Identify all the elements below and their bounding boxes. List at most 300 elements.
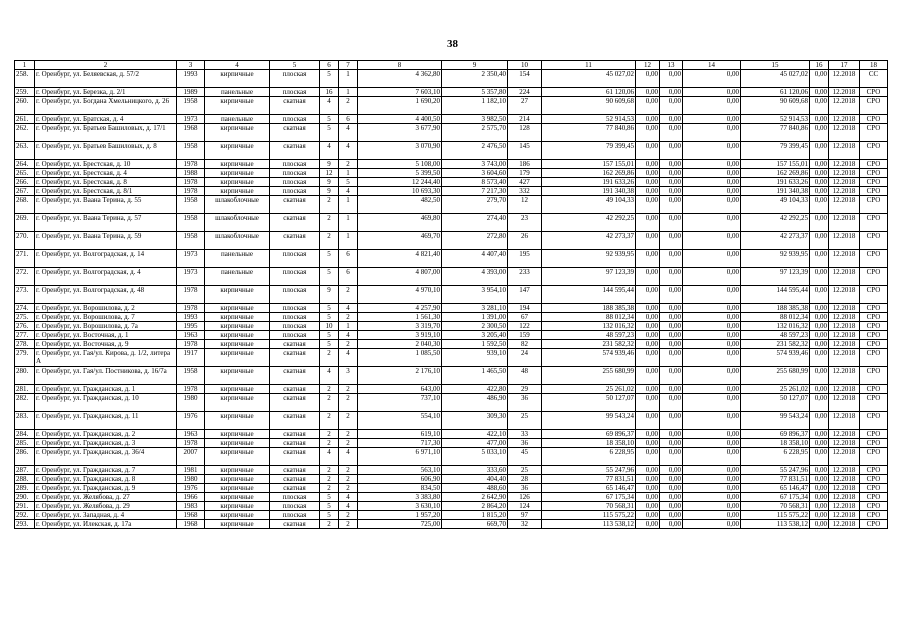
table-cell: 261. [15, 115, 35, 124]
table-cell: панельные [205, 268, 270, 286]
table-cell: плоская [270, 331, 320, 340]
table-cell: 9 [320, 160, 339, 169]
table-cell: 0,00 [660, 340, 683, 349]
table-cell: 2 [339, 475, 358, 484]
table-cell: г. Оренбург, ул. Желябова, д. 27 [35, 493, 177, 502]
table-cell: 88 012,34 [542, 313, 636, 322]
table-cell: 145 [508, 142, 542, 160]
table-cell: 0,00 [810, 304, 829, 313]
table-cell: 290. [15, 493, 35, 502]
table-cell: 669,70 [442, 520, 508, 529]
table-cell: кирпичные [205, 187, 270, 196]
table-cell: 289. [15, 484, 35, 493]
table-cell: СРО [860, 520, 888, 529]
table-cell: г. Оренбург, ул. Брестская, д. 8/1 [35, 187, 177, 196]
table-cell: 267. [15, 187, 35, 196]
table-cell: 0,00 [660, 214, 683, 232]
table-cell: СРО [860, 511, 888, 520]
table-cell: 0,00 [660, 412, 683, 430]
table-cell: скатная [270, 430, 320, 439]
table-cell: 488,60 [442, 484, 508, 493]
table-row [15, 511, 888, 520]
table-cell: кирпичные [205, 331, 270, 340]
table-row [15, 493, 888, 502]
table-row [15, 322, 888, 331]
table-cell: СРО [860, 412, 888, 430]
table-cell: кирпичные [205, 313, 270, 322]
table-cell: 2 [339, 484, 358, 493]
table-cell: кирпичные [205, 520, 270, 529]
table-cell: плоская [270, 160, 320, 169]
table-cell: СРО [860, 169, 888, 178]
table-cell: 3 604,60 [442, 169, 508, 178]
table-row [15, 187, 888, 196]
table-cell: 2 [320, 520, 339, 529]
table-cell: 52 914,53 [741, 115, 810, 124]
table-cell: 0,00 [660, 286, 683, 304]
table-cell: 77 840,86 [741, 124, 810, 142]
table-cell: 0,00 [683, 160, 741, 169]
table-cell: СРО [860, 349, 888, 367]
table-cell: скатная [270, 97, 320, 115]
table-cell: 482,50 [358, 196, 442, 214]
table-cell: 265. [15, 169, 35, 178]
table-cell: 0,00 [683, 331, 741, 340]
table-cell: 92 939,95 [542, 250, 636, 268]
table-cell: СРО [860, 250, 888, 268]
table-cell: 67 [508, 313, 542, 322]
table-cell: 77 831,51 [741, 475, 810, 484]
table-cell: 1958 [177, 232, 205, 250]
table-cell: 0,00 [660, 304, 683, 313]
table-cell: 5 [320, 268, 339, 286]
table-cell: 1 391,00 [442, 313, 508, 322]
table-cell: кирпичные [205, 367, 270, 385]
table-cell: 0,00 [660, 97, 683, 115]
table-cell: 5 108,00 [358, 160, 442, 169]
table-cell: г. Оренбург, ул. Брестская, д. 8 [35, 178, 177, 187]
table-cell: 157 155,01 [741, 160, 810, 169]
table-row [15, 169, 888, 178]
table-cell: 0,00 [810, 520, 829, 529]
table-row [15, 313, 888, 322]
table-cell: 0,00 [636, 232, 660, 250]
table-cell: 0,00 [810, 412, 829, 430]
table-cell: 0,00 [810, 214, 829, 232]
table-cell: 1 465,50 [442, 367, 508, 385]
table-cell: 0,00 [660, 70, 683, 88]
table-cell: 309,30 [442, 412, 508, 430]
table-cell: 291. [15, 502, 35, 511]
column-header: 16 [810, 61, 829, 70]
table-cell: 12.2018 [829, 367, 860, 385]
table-cell: 0,00 [810, 178, 829, 187]
table-cell: 0,00 [683, 196, 741, 214]
table-cell: 18 358,10 [542, 439, 636, 448]
table-cell: 162 269,86 [741, 169, 810, 178]
table-cell: г. Оренбург, ул. Беляевская, д. 57/2 [35, 70, 177, 88]
table-cell: 2 [339, 97, 358, 115]
table-cell: 159 [508, 331, 542, 340]
table-cell: 0,00 [683, 286, 741, 304]
table-cell: 288. [15, 475, 35, 484]
table-cell: 224 [508, 88, 542, 97]
table-cell: г. Оренбург, ул. Брестская, д. 10 [35, 160, 177, 169]
table-cell: 274. [15, 304, 35, 313]
table-cell: 0,00 [810, 70, 829, 88]
table-cell: 0,00 [660, 232, 683, 250]
table-cell: 2 476,50 [442, 142, 508, 160]
table-row [15, 502, 888, 511]
table-cell: 2 [339, 313, 358, 322]
table-cell: 16 [320, 88, 339, 97]
table-cell: 0,00 [683, 115, 741, 124]
table-cell: 132 016,32 [741, 322, 810, 331]
table-cell: 0,00 [683, 493, 741, 502]
table-cell: 284. [15, 430, 35, 439]
table-cell: г. Оренбург, ул. Гражданская, д. 2 [35, 430, 177, 439]
table-cell: 0,00 [636, 160, 660, 169]
table-cell: кирпичные [205, 178, 270, 187]
table-cell: кирпичные [205, 340, 270, 349]
table-cell: 42 273,37 [741, 232, 810, 250]
table-cell: 274,40 [442, 214, 508, 232]
table-cell: 0,00 [810, 187, 829, 196]
table-cell: 12.2018 [829, 124, 860, 142]
table-cell: 0,00 [636, 511, 660, 520]
table-cell: 2 [339, 430, 358, 439]
table-cell: 0,00 [683, 385, 741, 394]
table-cell: 259. [15, 88, 35, 97]
table-cell: 255 680,99 [741, 367, 810, 385]
table-cell: скатная [270, 214, 320, 232]
table-cell: 48 597,23 [542, 331, 636, 340]
table-cell: г. Оренбург, ул. Восточная, д. 9 [35, 340, 177, 349]
table-cell: 3 982,50 [442, 115, 508, 124]
table-cell: 9 [320, 187, 339, 196]
table-cell: 65 146,47 [741, 484, 810, 493]
table-cell: 1968 [177, 511, 205, 520]
table-cell: г. Оренбург, ул. Гая/ул. Кирова, д. 1/2, литера А [35, 349, 177, 367]
table-cell: 2 [320, 394, 339, 412]
table-row [15, 475, 888, 484]
table-cell: 0,00 [660, 250, 683, 268]
table-cell: 0,00 [683, 412, 741, 430]
table-cell: 2 [339, 385, 358, 394]
column-header: 14 [683, 61, 741, 70]
table-cell: 2 [320, 439, 339, 448]
table-row [15, 448, 888, 466]
table-cell: 1 [339, 70, 358, 88]
table-cell: 404,40 [442, 475, 508, 484]
table-cell: 115 575,22 [542, 511, 636, 520]
table-cell: 1963 [177, 430, 205, 439]
table-cell: 12.2018 [829, 160, 860, 169]
table-cell: г. Оренбург, ул. Ворошилова, д. 7 [35, 313, 177, 322]
table-cell: 2 [339, 394, 358, 412]
table-cell: 144 595,44 [741, 286, 810, 304]
table-row [15, 304, 888, 313]
table-cell: г. Оренбург, ул. Гражданская, д. 9 [35, 484, 177, 493]
table-cell: 2 575,70 [442, 124, 508, 142]
table-cell: 12.2018 [829, 187, 860, 196]
table-cell: г. Оренбург, ул. Западная, д. 4 [35, 511, 177, 520]
table-cell: 0,00 [810, 448, 829, 466]
table-cell: 0,00 [636, 196, 660, 214]
table-cell: 280. [15, 367, 35, 385]
table-cell: 0,00 [683, 349, 741, 367]
table-cell: г. Оренбург, ул. Березка, д. 2/1 [35, 88, 177, 97]
table-cell: 18 358,10 [741, 439, 810, 448]
table-cell: скатная [270, 439, 320, 448]
table-cell: 0,00 [636, 268, 660, 286]
table-cell: 194 [508, 304, 542, 313]
table-cell: СРО [860, 142, 888, 160]
table-cell: плоская [270, 286, 320, 304]
table-cell: 1993 [177, 70, 205, 88]
table-cell: СРО [860, 115, 888, 124]
table-cell: 122 [508, 322, 542, 331]
table-cell: 1 [339, 214, 358, 232]
table-cell: 92 939,95 [741, 250, 810, 268]
table-cell: 281. [15, 385, 35, 394]
table-cell: плоская [270, 70, 320, 88]
table-cell: 0,00 [683, 511, 741, 520]
column-header: 9 [442, 61, 508, 70]
table-cell: 1995 [177, 322, 205, 331]
table-cell: 270. [15, 232, 35, 250]
table-cell: 1968 [177, 520, 205, 529]
table-cell: 3 743,00 [442, 160, 508, 169]
table-cell: 12.2018 [829, 412, 860, 430]
table-cell: 1 [339, 169, 358, 178]
table-cell: г. Оренбург, ул. Гая/ул. Постникова, д. 16/7а [35, 367, 177, 385]
table-cell: СРО [860, 493, 888, 502]
table-cell: 12.2018 [829, 178, 860, 187]
table-cell: 1958 [177, 367, 205, 385]
table-cell: 0,00 [636, 142, 660, 160]
table-cell: 25 261,02 [741, 385, 810, 394]
table-cell: 12.2018 [829, 232, 860, 250]
table-cell: 0,00 [636, 169, 660, 178]
table-cell: шлакоблочные [205, 232, 270, 250]
table-cell: 554,10 [358, 412, 442, 430]
table-cell: 643,00 [358, 385, 442, 394]
table-cell: 4 362,80 [358, 70, 442, 88]
table-cell: 285. [15, 439, 35, 448]
table-cell: 5 [320, 511, 339, 520]
table-cell: 69 896,37 [741, 430, 810, 439]
table-cell: 2 350,40 [442, 70, 508, 88]
table-cell: 0,00 [636, 367, 660, 385]
table-cell: 0,00 [683, 232, 741, 250]
table-cell: 619,10 [358, 430, 442, 439]
table-cell: 82 [508, 340, 542, 349]
column-header: 10 [508, 61, 542, 70]
table-cell: 3 319,70 [358, 322, 442, 331]
table-cell: 1978 [177, 286, 205, 304]
column-header: 4 [205, 61, 270, 70]
table-cell: 1958 [177, 196, 205, 214]
table-cell: 1968 [177, 124, 205, 142]
table-cell: 2 [320, 412, 339, 430]
table-cell: 271. [15, 250, 35, 268]
table-cell: 7 217,30 [442, 187, 508, 196]
table-cell: СРО [860, 484, 888, 493]
table-cell: СРО [860, 466, 888, 475]
table-cell: 25 [508, 466, 542, 475]
table-cell: плоская [270, 250, 320, 268]
table-cell: 4 970,10 [358, 286, 442, 304]
table-cell: 12.2018 [829, 385, 860, 394]
table-cell: 48 [508, 367, 542, 385]
table-cell: 263. [15, 142, 35, 160]
column-header: 12 [636, 61, 660, 70]
table-cell: 154 [508, 70, 542, 88]
table-cell: 3 [339, 367, 358, 385]
table-row [15, 214, 888, 232]
table-cell: 0,00 [660, 115, 683, 124]
table-cell: 2 300,50 [442, 322, 508, 331]
table-cell: 258. [15, 70, 35, 88]
table-cell: 0,00 [810, 511, 829, 520]
column-header: 5 [270, 61, 320, 70]
table-cell: 0,00 [683, 448, 741, 466]
table-cell: 0,00 [810, 484, 829, 493]
table-cell: 5 [320, 304, 339, 313]
table-cell: 2 [320, 466, 339, 475]
table-cell: 0,00 [636, 322, 660, 331]
table-cell: 12.2018 [829, 520, 860, 529]
table-cell: 6 [339, 268, 358, 286]
table-cell: 67 175,34 [542, 493, 636, 502]
table-cell: СРО [860, 160, 888, 169]
table-cell: 90 609,68 [542, 97, 636, 115]
table-cell: 42 273,37 [542, 232, 636, 250]
table-cell: г. Оренбург, ул. Гражданская, д. 36/4 [35, 448, 177, 466]
table-cell: 273. [15, 286, 35, 304]
table-cell: 4 [339, 124, 358, 142]
table-cell: СРО [860, 394, 888, 412]
table-cell: 12 244,40 [358, 178, 442, 187]
table-cell: 2007 [177, 448, 205, 466]
table-cell: 0,00 [636, 349, 660, 367]
table-cell: 12.2018 [829, 115, 860, 124]
table-cell: 2 [320, 475, 339, 484]
table-cell: скатная [270, 475, 320, 484]
table-cell: 0,00 [636, 493, 660, 502]
table-cell: 0,00 [810, 385, 829, 394]
table-cell: 6 [339, 250, 358, 268]
table-cell: 0,00 [683, 88, 741, 97]
table-cell: панельные [205, 115, 270, 124]
table-cell: 1983 [177, 502, 205, 511]
table-cell: 0,00 [636, 187, 660, 196]
table-cell: 2 [339, 439, 358, 448]
column-header: 11 [542, 61, 636, 70]
table-cell: СРО [860, 304, 888, 313]
table-cell: 162 269,86 [542, 169, 636, 178]
table-cell: СРО [860, 232, 888, 250]
table-cell: скатная [270, 520, 320, 529]
table-cell: СРО [860, 439, 888, 448]
table-cell: 266. [15, 178, 35, 187]
table-cell: 45 027,02 [741, 70, 810, 88]
table-row [15, 196, 888, 214]
table-cell: 3 205,40 [442, 331, 508, 340]
table-cell: 1978 [177, 304, 205, 313]
table-cell: 126 [508, 493, 542, 502]
table-cell: 25 261,02 [542, 385, 636, 394]
table-cell: г. Оренбург, ул. Илекская, д. 17а [35, 520, 177, 529]
table-cell: 0,00 [636, 475, 660, 484]
table-cell: 12.2018 [829, 214, 860, 232]
table-cell: кирпичные [205, 349, 270, 367]
table-cell: 0,00 [683, 124, 741, 142]
table-cell: 2 [339, 286, 358, 304]
table-cell: 0,00 [810, 115, 829, 124]
table-cell: плоская [270, 178, 320, 187]
table-cell: 1958 [177, 214, 205, 232]
table-cell: 422,10 [442, 430, 508, 439]
table-cell: 1973 [177, 115, 205, 124]
table-cell: 3 954,10 [442, 286, 508, 304]
table-cell: г. Оренбург, ул. Гражданская, д. 3 [35, 439, 177, 448]
table-cell: 0,00 [660, 142, 683, 160]
table-cell: 0,00 [683, 304, 741, 313]
table-cell: 0,00 [683, 466, 741, 475]
table-cell: 12.2018 [829, 268, 860, 286]
table-cell: 0,00 [636, 466, 660, 475]
table-cell: 32 [508, 520, 542, 529]
table-row [15, 115, 888, 124]
table-cell: 0,00 [810, 97, 829, 115]
table-cell: 0,00 [660, 439, 683, 448]
table-cell: г. Оренбург, ул. Богдана Хмельницкого, д. 26 [35, 97, 177, 115]
table-cell: 90 609,68 [741, 97, 810, 115]
table-cell: 12.2018 [829, 88, 860, 97]
table-cell: 0,00 [660, 178, 683, 187]
table-cell: 5 [320, 313, 339, 322]
table-cell: 12.2018 [829, 349, 860, 367]
table-cell: 1958 [177, 97, 205, 115]
table-cell: плоская [270, 169, 320, 178]
table-cell: скатная [270, 349, 320, 367]
table-cell: г. Оренбург, ул. Гражданская, д. 7 [35, 466, 177, 475]
table-cell: 12.2018 [829, 97, 860, 115]
table-cell: 1 085,50 [358, 349, 442, 367]
table-cell: 1 957,20 [358, 511, 442, 520]
table-cell: 0,00 [636, 448, 660, 466]
table-cell: 0,00 [683, 268, 741, 286]
table-cell: 49 104,33 [741, 196, 810, 214]
table-cell: 1973 [177, 268, 205, 286]
table-cell: скатная [270, 385, 320, 394]
table-cell: плоская [270, 88, 320, 97]
table-cell: 0,00 [636, 124, 660, 142]
table-cell: 231 582,32 [542, 340, 636, 349]
table-cell: 1980 [177, 394, 205, 412]
table-cell: 0,00 [636, 502, 660, 511]
table-cell: 3 630,10 [358, 502, 442, 511]
table-cell: 55 247,96 [741, 466, 810, 475]
table-cell: г. Оренбург, ул. Гражданская, д. 1 [35, 385, 177, 394]
table-cell: 2 642,90 [442, 493, 508, 502]
table-cell: 214 [508, 115, 542, 124]
table-cell: СРО [860, 178, 888, 187]
table-cell: СРО [860, 475, 888, 484]
table-cell: 1976 [177, 412, 205, 430]
